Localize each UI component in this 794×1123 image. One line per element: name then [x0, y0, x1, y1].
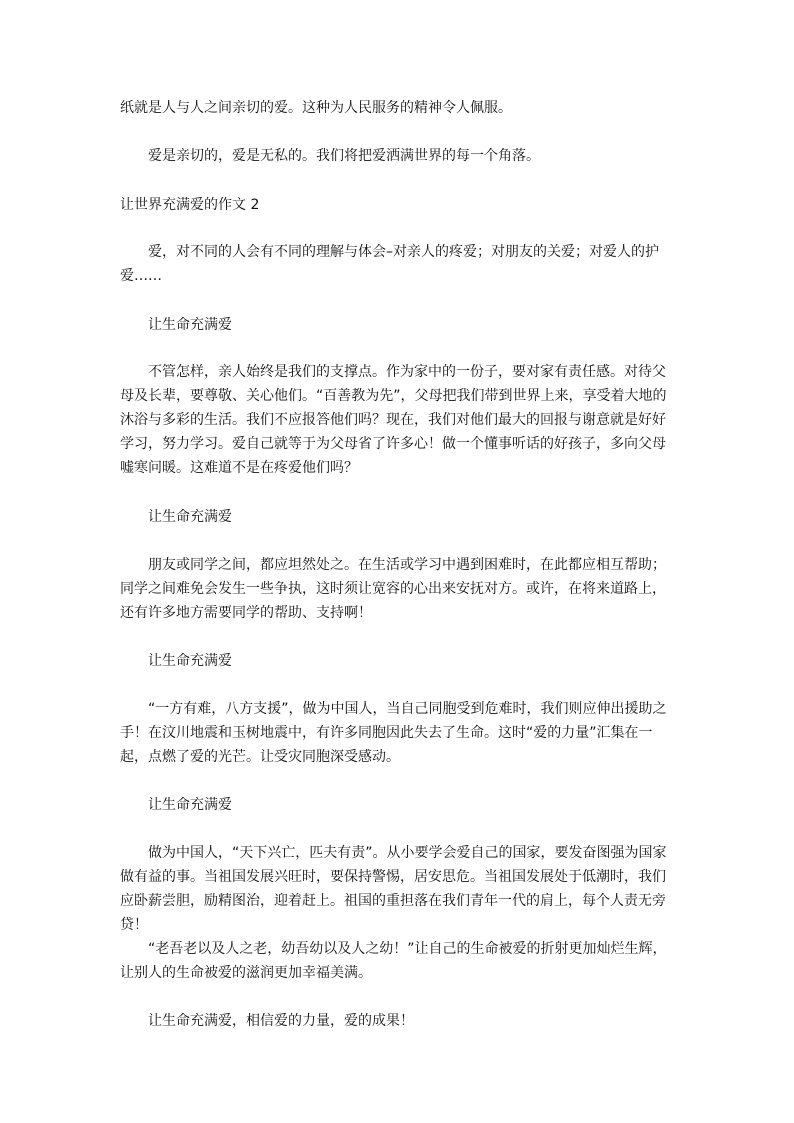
- paragraph-friends: 朋友或同学之间，都应坦然处之。在生活或学习中遇到困难时，在此都应相互帮助；同学之间难免会发生一些争执，这时须让宽容的心出来安抚对方。或许，在将来道路上，还有许多地方需要同学的帮助、支持啊！: [120, 557, 666, 621]
- paragraph-intro-end: 纸就是人与人之间亲切的爱。这种为人民服务的精神令人佩服。: [120, 100, 512, 116]
- section-heading-3: 让生命充满爱: [148, 653, 232, 669]
- paragraph-country: 做为中国人，“天下兴亡，匹夫有责”。从小要学会爱自己的国家，要发奋图强为国家做有益的事。当祖国发展兴旺时，要保持警惕，居安思危。当祖国发展处于低潮时，我们应卧薪尝胆，励精图治，迎着赶上。祖国的重担落在我们青年一代的肩上，每个人责无旁贷！: [120, 845, 667, 933]
- paragraph-earthquake: “一方有难，八方支援”，做为中国人，当自己同胞受到危难时，我们则应伸出援助之手！在汶川地震和玉树地震中，有许多同胞因此失去了生命。这时“爱的力量”汇集在一起，点燃了爱的光芒。让受灾同胞深受感动。: [120, 701, 667, 765]
- paragraph-love-kind: 爱是亲切的，爱是无私的。我们将把爱洒满世界的每一个角落。: [148, 148, 540, 164]
- section-heading-1: 让生命充满爱: [148, 317, 232, 333]
- section-heading-2: 让生命充满爱: [148, 509, 232, 525]
- section-heading-4: 让生命充满爱: [148, 797, 232, 813]
- paragraph-elders-quote: “老吾老以及人之老，幼吾幼以及人之幼！”让自己的生命被爱的折射更加灿烂生辉，让别人的生命被爱的滋润更加幸福美满。: [120, 941, 667, 981]
- closing-line: 让生命充满爱，相信爱的力量，爱的成果！: [148, 1013, 414, 1029]
- essay-title: 让世界充满爱的作文 2: [120, 197, 260, 213]
- paragraph-love-understanding: 爱，对不同的人会有不同的理解与体会–对亲人的疼爱；对朋友的关爱；对爱人的护爱……: [120, 244, 659, 284]
- paragraph-family: 不管怎样，亲人始终是我们的支撑点。作为家中的一份子，要对家有责任感。对待父母及长辈，要尊敬、关心他们。“百善教为先”，父母把我们带到世界上来，享受着大地的沐浴与多彩的生活。我们不应报答他们吗？现在，我们对他们最大的回报与谢意就是好好学习，努力学习。爱自己就等于为父母省了许多心！做一个懂事听话的好孩子，多向父母嘘寒问暖。这难道不是在疼爱他们吗？: [120, 364, 667, 476]
